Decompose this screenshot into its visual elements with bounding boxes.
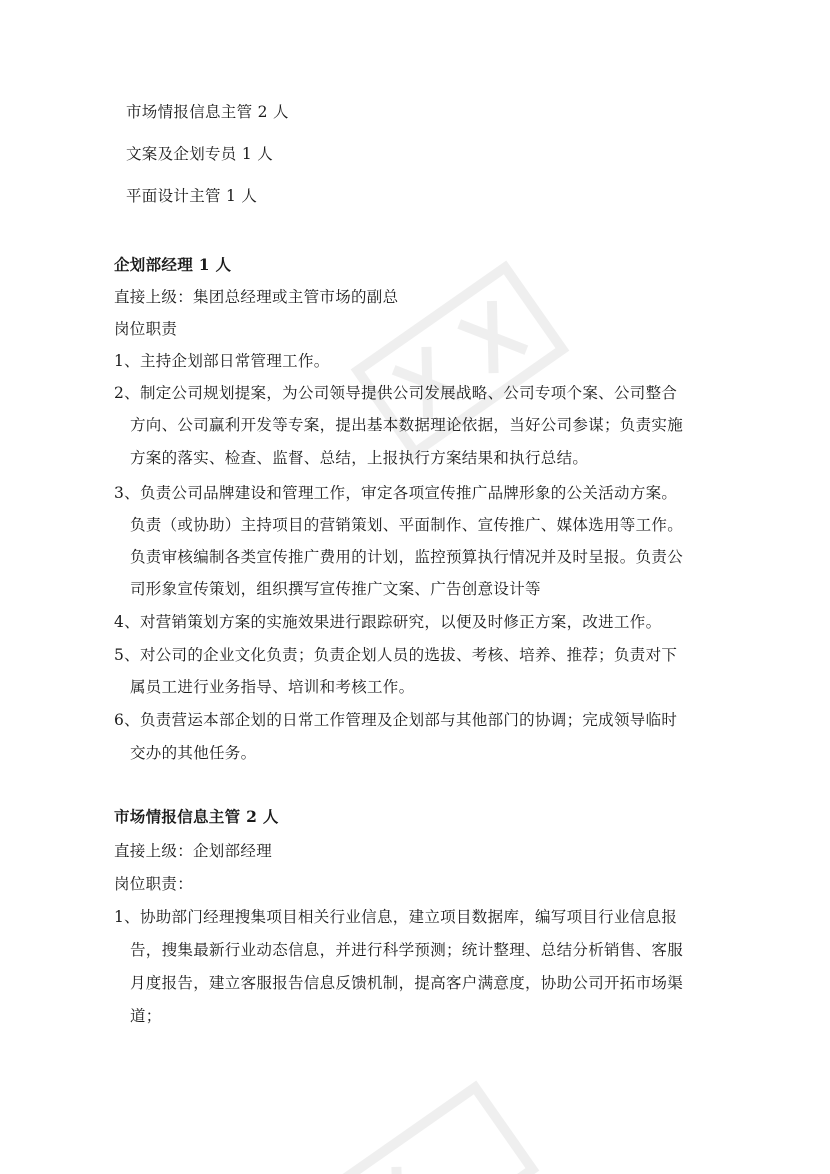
duty-line: 负责审核编制各类宣传推广费用的计划，监控预算执行情况并及时呈报。负责公 — [130, 548, 684, 566]
duty-line: 告，搜集最新行业动态信息，并进行科学预测；统计整理、总结分析销售、客服 — [130, 941, 684, 959]
duty-line: 交办的其他任务。 — [130, 744, 257, 762]
watermark-icon — [330, 250, 590, 470]
duty-line: 1、协助部门经理搜集项目相关行业信息，建立项目数据库，编写项目行业信息报 — [114, 908, 678, 926]
duty-line: 道； — [130, 1007, 162, 1025]
duty-line: 方向、公司赢利开发等专案，提出基本数据理论依据，当好公司参谋；负责实施 — [130, 416, 684, 434]
duty-line: 5、对公司的企业文化负责；负责企划人员的选拔、考核、培养、推荐；负责对下 — [114, 646, 678, 664]
duty-line: 属员工进行业务指导、培训和考核工作。 — [130, 678, 415, 696]
intro-list-item: 文案及企划专员 1 人 — [126, 145, 274, 163]
intro-list-item: 市场情报信息主管 2 人 — [126, 103, 289, 121]
duty-line: 3、负责公司品牌建设和管理工作，审定各项宣传推广品牌形象的公关活动方案。 — [114, 484, 678, 502]
duty-line: 1、主持企划部日常管理工作。 — [114, 352, 330, 370]
duty-line: 6、负责营运本部企划的日常工作管理及企划部与其他部门的协调；完成领导临时 — [114, 711, 678, 729]
duties-label: 岗位职责 — [114, 320, 178, 338]
duty-line: 4、对营销策划方案的实施效果进行跟踪研究，以便及时修正方案，改进工作。 — [114, 613, 662, 631]
duty-line: 月度报告，建立客服报告信息反馈机制，提高客户满意度，协助公司开拓市场渠 — [130, 974, 684, 992]
intro-list-item: 平面设计主管 1 人 — [126, 187, 258, 205]
duties-label: 岗位职责： — [114, 875, 194, 893]
superior-line: 直接上级：集团总经理或主管市场的副总 — [114, 288, 399, 306]
duty-line: 2、制定公司规划提案，为公司领导提供公司发展战略、公司专项个案、公司整合 — [114, 384, 678, 402]
watermark-icon — [300, 1070, 560, 1174]
duty-line: 负责（或协助）主持项目的营销策划、平面制作、宣传推广、媒体选用等工作。 — [130, 516, 684, 534]
section-title: 企划部经理 1 人 — [114, 255, 232, 274]
superior-line: 直接上级：企划部经理 — [114, 842, 273, 860]
duty-line: 司形象宣传策划，组织撰写宣传推广文案、广告创意设计等 — [130, 580, 541, 598]
duty-line: 方案的落实、检查、监督、总结，上报执行方案结果和执行总结。 — [130, 449, 589, 467]
section-title: 市场情报信息主管 2 人 — [114, 807, 279, 826]
